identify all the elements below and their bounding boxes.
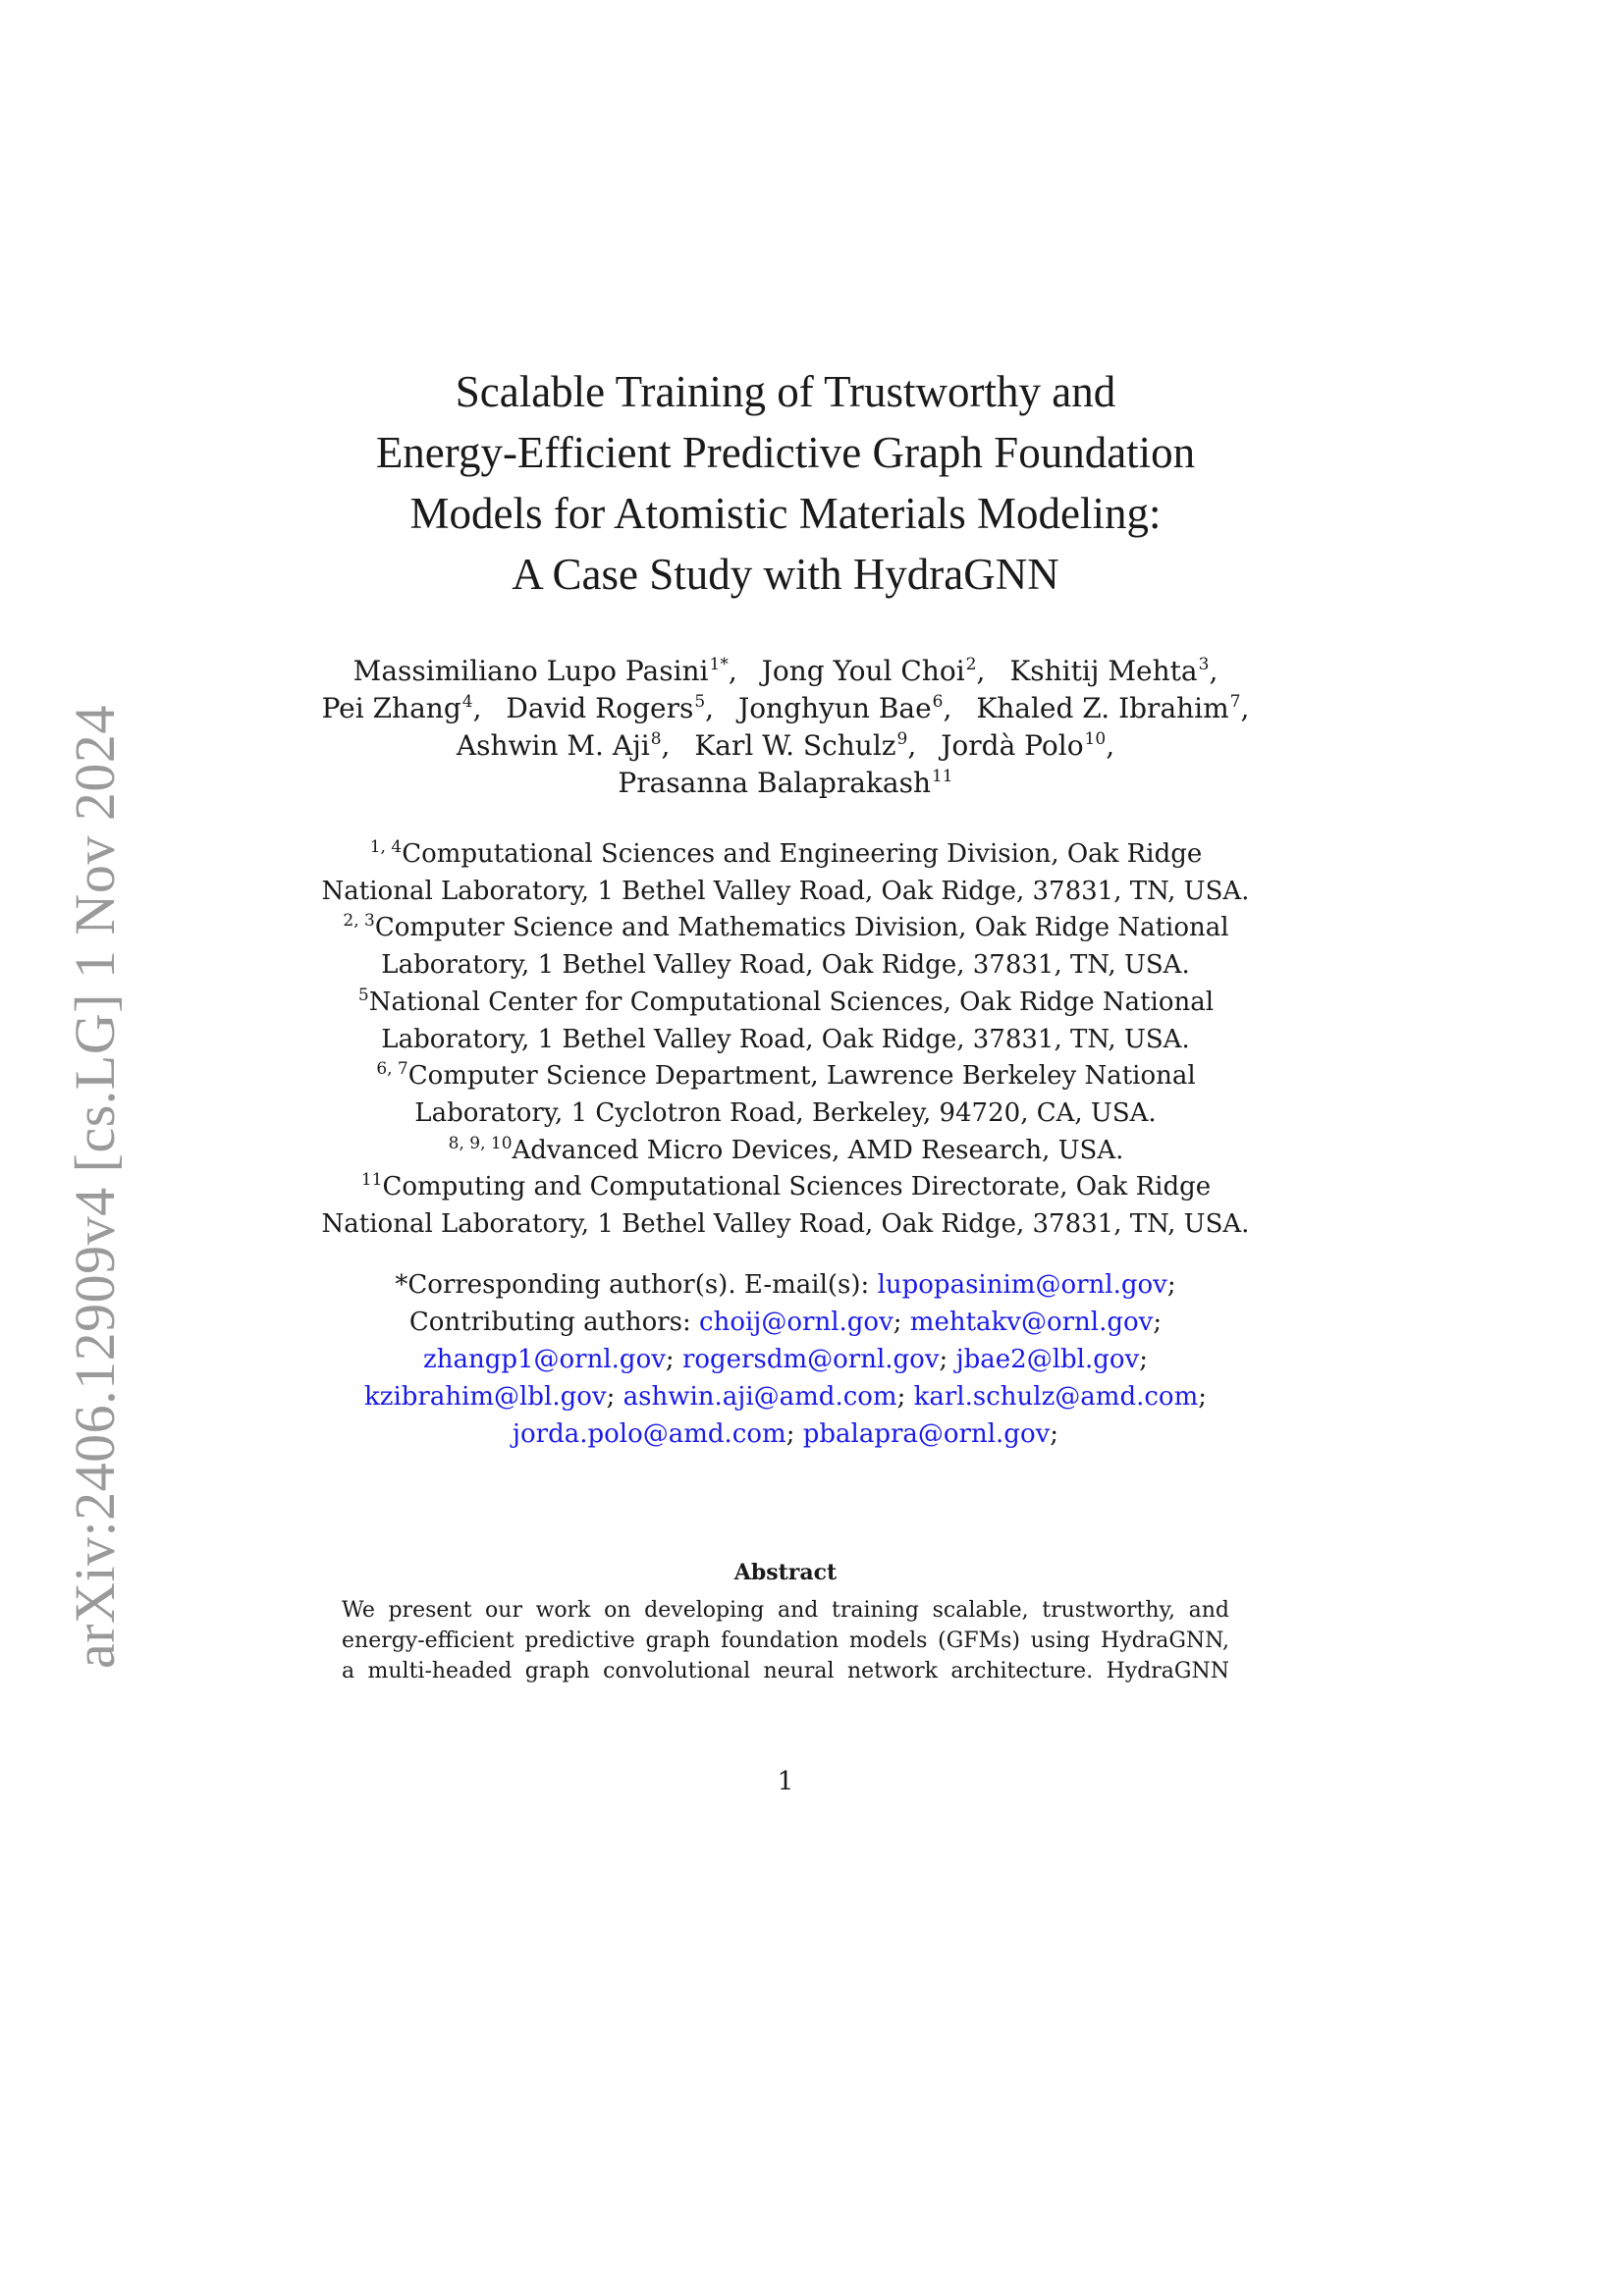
- author: [694, 729, 916, 762]
- author: [1009, 655, 1218, 687]
- paper-title: [0, 361, 1571, 605]
- affiliation-line: Laboratory, 1 Cyclotron Road, Berkeley, 94720, CA, USA.: [414, 1097, 1157, 1128]
- author-name: Prasanna Balaprakash: [618, 767, 931, 799]
- abstract-line: energy-efficient predictive graph foundation models (GFMs) using HydraGNN,: [342, 1629, 1229, 1653]
- author-affiliation-mark: 11: [931, 767, 953, 786]
- affiliation-list: [0, 836, 1571, 1244]
- affiliation-line: [0, 1169, 1571, 1206]
- author-separator: ,: [1106, 729, 1115, 762]
- affiliation-line: National Laboratory, 1 Bethel Valley Road, Oak Ridge, 37831, TN, USA.: [321, 876, 1250, 906]
- abstract-heading: Abstract: [733, 1560, 838, 1585]
- affiliation-mark: 11: [360, 1170, 383, 1191]
- author-affiliation-mark: 5: [694, 692, 706, 712]
- author: [618, 767, 952, 799]
- author: [322, 692, 482, 724]
- author-separator: ,: [728, 655, 737, 687]
- affiliation-mark: 2, 3: [343, 911, 375, 932]
- affiliation-text: National Center for Computational Sciences, Oak Ridge National: [368, 987, 1215, 1017]
- author-separator: ,: [472, 692, 482, 724]
- arxiv-identifier-stamp: arXiv:2406.12909v4 [cs.LG] 1 Nov 2024: [63, 705, 127, 1669]
- affiliation-line: [0, 1133, 1571, 1170]
- affiliation-line: Laboratory, 1 Bethel Valley Road, Oak Ridge, 37831, TN, USA.: [381, 1024, 1190, 1054]
- affiliation-text: Computer Science and Mathematics Division, Oak Ridge National: [374, 913, 1229, 943]
- affiliation-line: Laboratory, 1 Bethel Valley Road, Oak Ridge, 37831, TN, USA.: [381, 950, 1190, 981]
- author-name: David Rogers: [506, 692, 694, 724]
- author-affiliation-mark: 7: [1229, 692, 1241, 712]
- title-line: A Case Study with HydraGNN: [512, 550, 1059, 599]
- correspondence-block: [0, 1266, 1571, 1453]
- affiliation-text: Computing and Computational Sciences Directorate, Oak Ridge: [382, 1172, 1212, 1202]
- author-affiliation-mark: 10: [1084, 729, 1107, 749]
- author: [762, 655, 986, 687]
- email-link[interactable]: ashwin.aji@amd.com: [623, 1382, 897, 1412]
- author-list: [0, 653, 1571, 802]
- affiliation-mark: 5: [357, 985, 369, 1005]
- affiliation-mark: 1, 4: [369, 837, 403, 857]
- author-affiliation-mark: 3: [1198, 655, 1210, 674]
- abstract-line: We present our work on developing and training scalable, trustworthy, and: [342, 1598, 1229, 1623]
- author-affiliation-mark: 1*: [709, 655, 729, 674]
- affiliation: [0, 1133, 1571, 1170]
- author: [941, 729, 1114, 762]
- corresponding-label: *Corresponding author(s). E-mail(s):: [395, 1270, 870, 1300]
- author: [738, 692, 951, 724]
- affiliation: [0, 1169, 1571, 1243]
- affiliation: [0, 1058, 1571, 1132]
- affiliation-line: [0, 910, 1571, 947]
- author-affiliation-mark: 6: [932, 692, 944, 712]
- affiliation-line: [0, 985, 1571, 1022]
- author-name: Kshitij Mehta: [1009, 655, 1198, 687]
- author-affiliation-mark: 8: [650, 729, 662, 749]
- author-affiliation-mark: 9: [896, 729, 908, 749]
- affiliation-text: Computer Science Department, Lawrence Berkeley National: [407, 1061, 1196, 1092]
- email-link[interactable]: pbalapra@ornl.gov: [802, 1419, 1051, 1449]
- abstract-body: [342, 1595, 1229, 1686]
- correspondence-row: Contributing authors: choij@ornl.gov; mehtakv@ornl.gov;: [408, 1308, 1163, 1337]
- correspondence-row: *Corresponding author(s). E-mail(s): lupopasinim@ornl.gov;: [395, 1270, 1176, 1300]
- abstract-line: a multi-headed graph convolutional neural network architecture. HydraGNN: [342, 1659, 1229, 1683]
- author-separator: ,: [943, 692, 952, 724]
- page-number: 1: [777, 1767, 794, 1796]
- author-name: Jong Youl Choi: [761, 655, 965, 687]
- author: [976, 692, 1249, 724]
- author-row: [0, 653, 1571, 690]
- title-line: Models for Atomistic Materials Modeling:: [409, 489, 1162, 538]
- affiliation-mark: 8, 9, 10: [448, 1133, 513, 1153]
- email-link[interactable]: zhangp1@ornl.gov: [423, 1345, 666, 1374]
- author-name: Ashwin M. Aji: [456, 729, 650, 762]
- author-row: [0, 690, 1571, 727]
- author-affiliation-mark: 4: [461, 692, 473, 712]
- affiliation: [0, 836, 1571, 910]
- email-link[interactable]: lupopasinim@ornl.gov: [877, 1270, 1167, 1300]
- affiliation-mark: 6, 7: [376, 1059, 408, 1080]
- author-separator: ,: [661, 729, 671, 762]
- author-name: Pei Zhang: [321, 692, 461, 724]
- author-separator: ,: [1209, 655, 1218, 687]
- email-link[interactable]: kzibrahim@lbl.gov: [363, 1382, 607, 1412]
- affiliation: [0, 910, 1571, 984]
- author-row: [0, 727, 1571, 765]
- correspondence-row: zhangp1@ornl.gov; rogersdm@ornl.gov; jbae2@lbl.gov;: [423, 1345, 1148, 1374]
- affiliation-text: Advanced Micro Devices, AMD Research, USA.: [512, 1135, 1124, 1165]
- email-link[interactable]: karl.schulz@amd.com: [913, 1382, 1199, 1412]
- author: [353, 655, 737, 687]
- correspondence-row: kzibrahim@lbl.gov; ashwin.aji@amd.com; karl.schulz@amd.com;: [363, 1382, 1207, 1412]
- author: [457, 729, 671, 762]
- affiliation-line: [0, 1058, 1571, 1095]
- author-name: Jordà Polo: [941, 729, 1084, 762]
- affiliation-line: [0, 836, 1571, 874]
- email-link[interactable]: choij@ornl.gov: [699, 1308, 893, 1337]
- email-link[interactable]: jbae2@lbl.gov: [955, 1345, 1140, 1374]
- author-row: [0, 765, 1571, 802]
- author-name: Jonghyun Bae: [737, 692, 932, 724]
- affiliation: [0, 985, 1571, 1058]
- author-name: Massimiliano Lupo Pasini: [352, 655, 709, 687]
- title-line: Energy-Efficient Predictive Graph Foundation: [375, 428, 1196, 477]
- affiliation-text: Computational Sciences and Engineering Division, Oak Ridge: [402, 839, 1203, 869]
- author: [506, 692, 714, 724]
- contributing-label: Contributing authors:: [408, 1308, 691, 1337]
- author-affiliation-mark: 2: [965, 655, 977, 674]
- author-separator: ,: [1240, 692, 1250, 724]
- email-link[interactable]: jorda.polo@amd.com: [512, 1419, 786, 1449]
- author-name: Karl W. Schulz: [694, 729, 896, 762]
- title-line: Scalable Training of Trustworthy and: [455, 367, 1116, 416]
- correspondence-row: jorda.polo@amd.com; pbalapra@ornl.gov;: [512, 1419, 1059, 1449]
- email-link[interactable]: rogersdm@ornl.gov: [681, 1345, 940, 1374]
- author-name: Khaled Z. Ibrahim: [976, 692, 1229, 724]
- affiliation-line: National Laboratory, 1 Bethel Valley Road, Oak Ridge, 37831, TN, USA.: [321, 1209, 1250, 1240]
- email-link[interactable]: mehtakv@ornl.gov: [909, 1308, 1154, 1337]
- author-separator: ,: [705, 692, 715, 724]
- author-separator: ,: [976, 655, 986, 687]
- author-separator: ,: [907, 729, 917, 762]
